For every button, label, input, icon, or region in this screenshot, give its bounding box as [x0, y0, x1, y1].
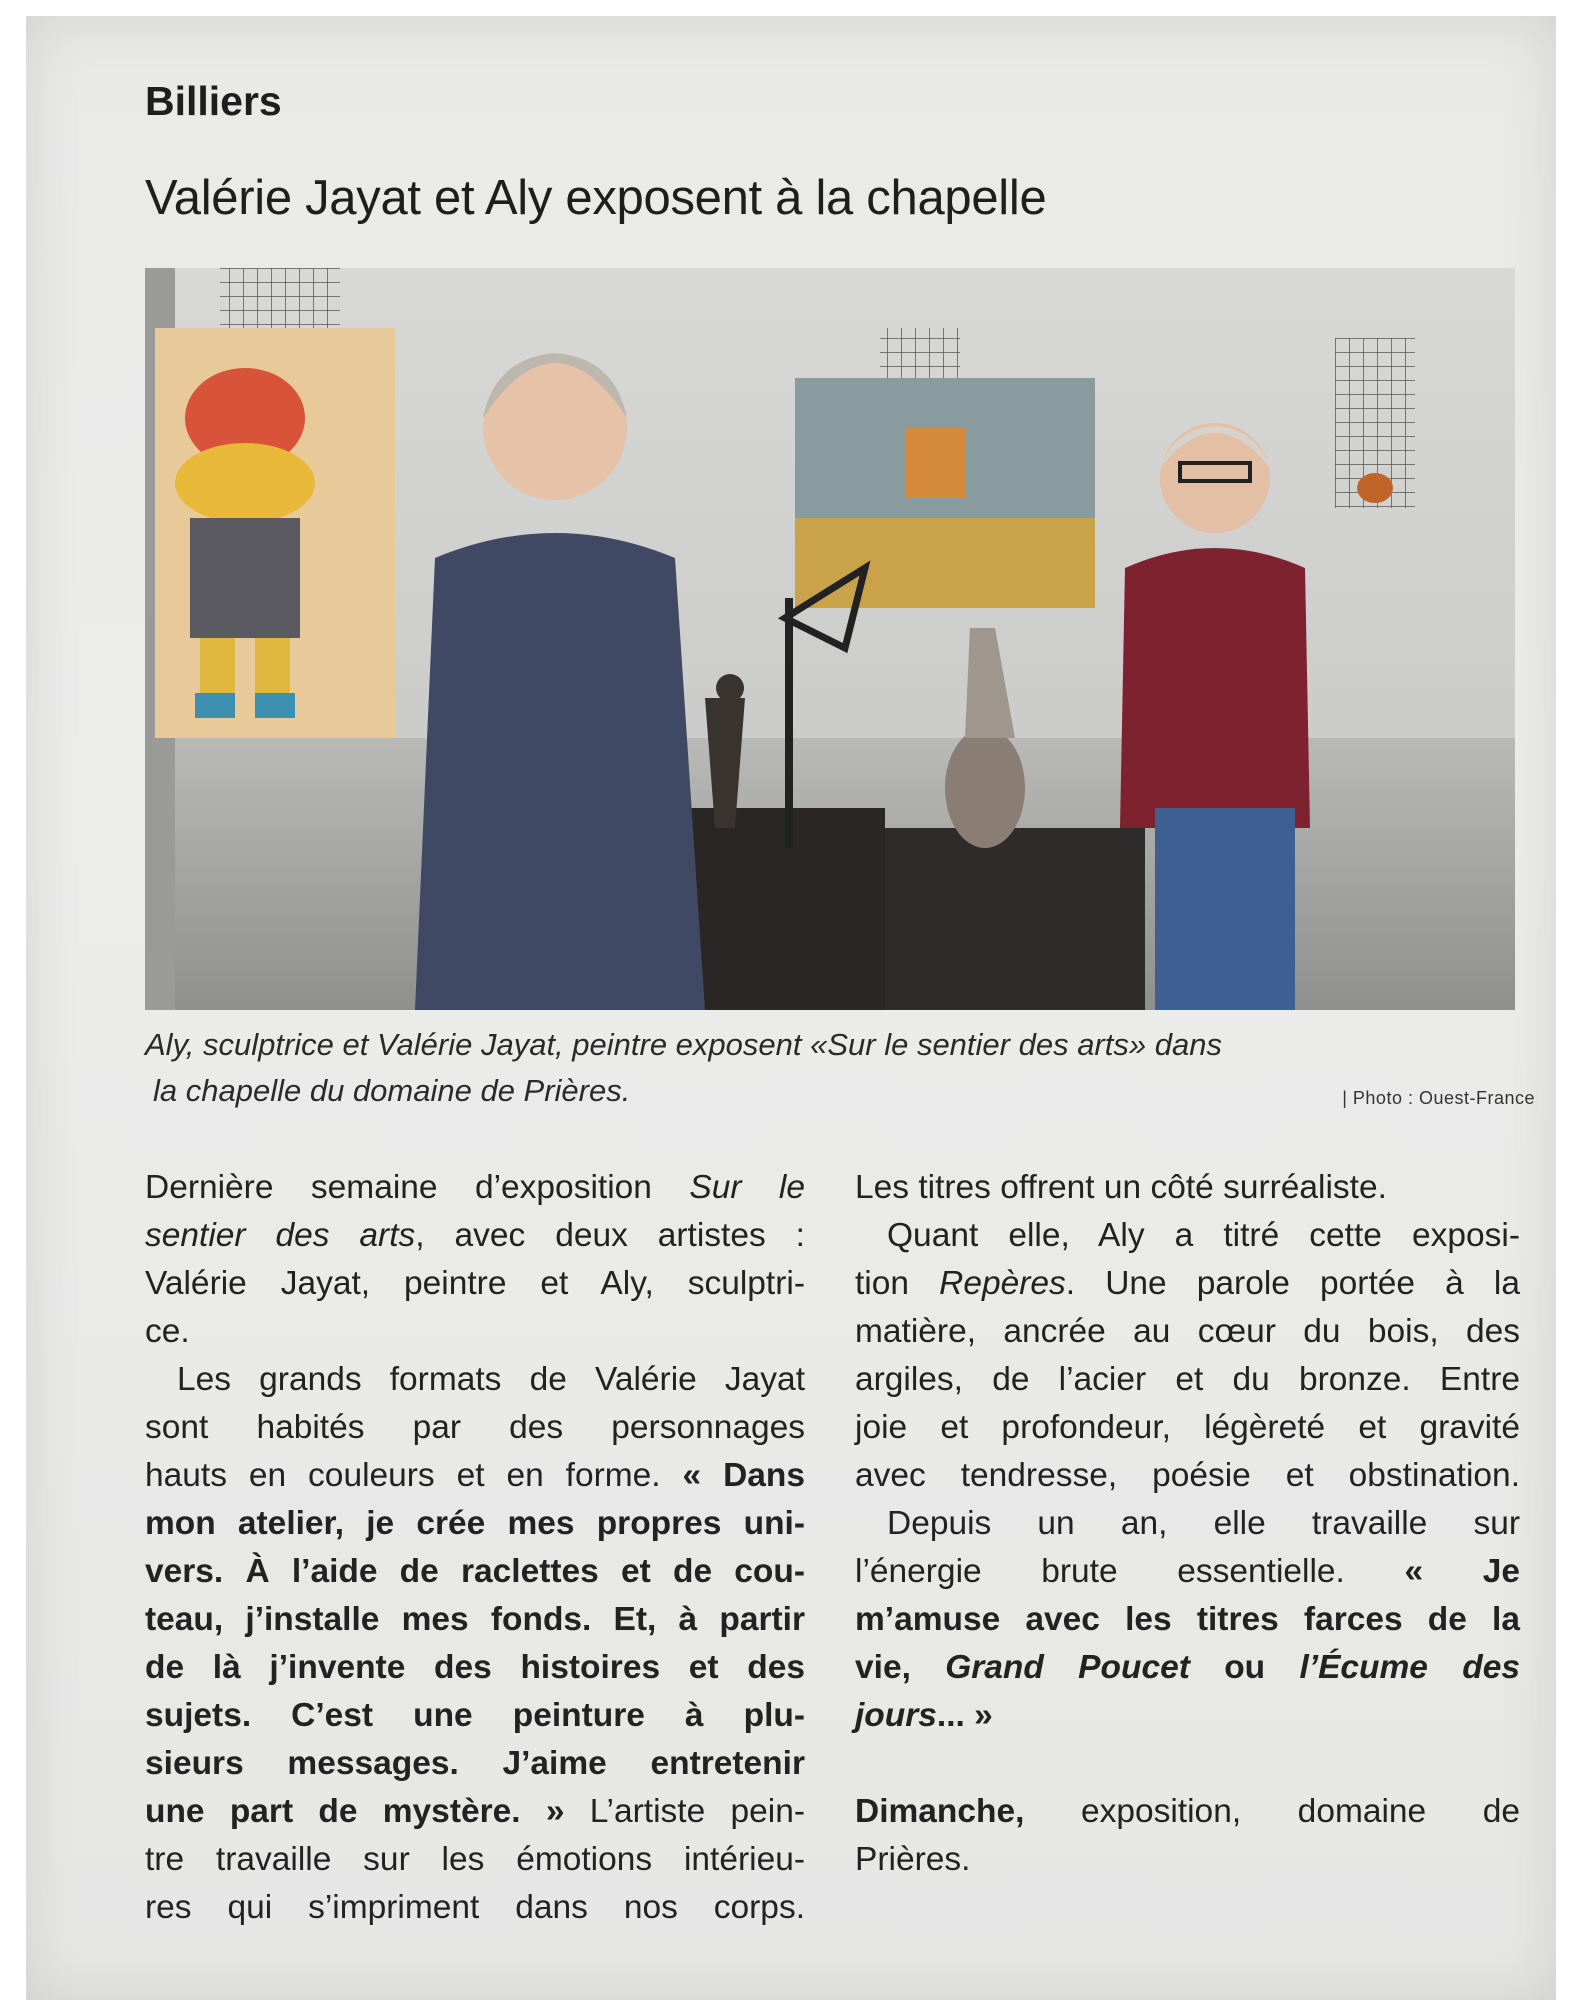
text-line: tre travaille sur les émotions intérieu- — [145, 1841, 805, 1878]
text-line: m’amuse avec les titres farces de la — [855, 1601, 1520, 1638]
text-line: vers. À l’aide de raclettes et de cou- — [145, 1553, 805, 1590]
text-line: vie, Grand Poucet ou l’Écume des — [855, 1649, 1520, 1686]
text-line: hauts en couleurs et en forme. « Dans — [145, 1457, 805, 1494]
text-line: sieurs messages. J’aime entretenir — [145, 1745, 805, 1782]
caption-line: la chapelle du domaine de Prières. — [153, 1073, 631, 1108]
text-line: ce. — [145, 1313, 190, 1350]
text-line: Depuis un an, elle travaille sur — [887, 1505, 1520, 1542]
text-line: mon atelier, je crée mes propres uni- — [145, 1505, 805, 1542]
text-line: jours... » — [855, 1697, 993, 1734]
article-column-right — [855, 1164, 1520, 1884]
text-line: sont habités par des personnages — [145, 1409, 805, 1446]
text-line: Quant elle, Aly a titré cette exposi- — [887, 1217, 1520, 1254]
article-headline: Valérie Jayat et Aly exposent à la chapelle — [145, 171, 1047, 225]
text-line: l’énergie brute essentielle. « Je — [855, 1553, 1520, 1590]
text-line: avec tendresse, poésie et obstination. — [855, 1457, 1520, 1494]
text-line: Dimanche, exposition, domaine de — [855, 1793, 1520, 1830]
text-line: tion Repères. Une parole portée à la — [855, 1265, 1520, 1302]
photo-credit: | Photo : Ouest-France — [1342, 1088, 1535, 1108]
paragraph-gap — [855, 1740, 1520, 1788]
text-line: res qui s’impriment dans nos corps. — [145, 1889, 805, 1926]
article-photo — [145, 268, 1515, 1010]
text-line: Prières. — [855, 1841, 971, 1878]
text-line: sentier des arts, avec deux artistes : — [145, 1217, 805, 1254]
text-line: Les grands formats de Valérie Jayat — [177, 1361, 805, 1398]
caption-line: Aly, sculptrice et Valérie Jayat, peintre exposent «Sur le sentier des arts» dans — [145, 1027, 1222, 1062]
photo-caption — [145, 1022, 1525, 1114]
article-column-left — [145, 1164, 805, 1932]
text-line: joie et profondeur, légèreté et gravité — [855, 1409, 1520, 1446]
text-line: Dernière semaine d’exposition Sur le — [145, 1169, 805, 1206]
text-line: une part de mystère. » L’artiste pein- — [145, 1793, 805, 1830]
text-line: matière, ancrée au cœur du bois, des — [855, 1313, 1520, 1350]
text-line: Valérie Jayat, peintre et Aly, sculptri- — [145, 1265, 805, 1302]
text-line: argiles, de l’acier et du bronze. Entre — [855, 1361, 1520, 1398]
text-line: sujets. C’est une peinture à plu- — [145, 1697, 805, 1734]
section-kicker: Billiers — [145, 78, 282, 124]
text-line: teau, j’installe mes fonds. Et, à partir — [145, 1601, 805, 1638]
exhibition-photo-illustration — [145, 268, 1515, 1010]
text-line: de là j’invente des histoires et des — [145, 1649, 805, 1686]
text-line: Les titres offrent un côté surréaliste. — [855, 1169, 1387, 1206]
